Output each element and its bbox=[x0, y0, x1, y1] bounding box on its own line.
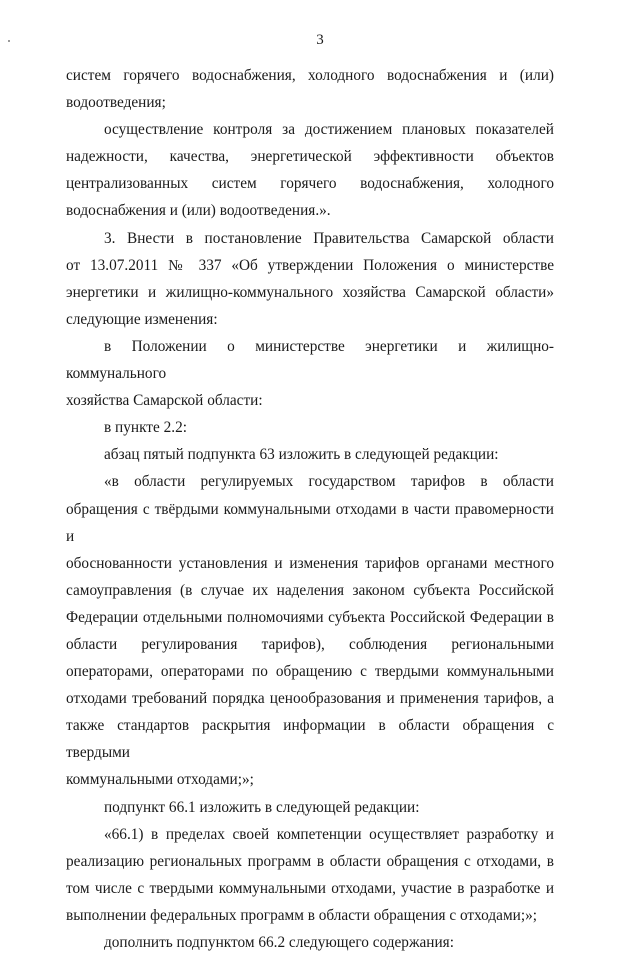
page-number: 3 bbox=[316, 32, 324, 48]
text-line: операторами, операторами по обращению с твердыми коммунальными bbox=[66, 663, 554, 681]
text-line: в пункте 2.2: bbox=[104, 419, 187, 437]
document-body bbox=[66, 62, 554, 956]
text-line: подпункт 66.1 изложить в следующей редакции: bbox=[104, 798, 420, 816]
text-line: обоснованности установления и изменения тарифов органами местного bbox=[66, 554, 554, 572]
text-line: том числе с твердыми коммунальными отходами, участие в разработке и bbox=[66, 879, 554, 897]
text-line: коммунальными отходами;»; bbox=[66, 771, 254, 789]
text-line: обращения с твёрдыми коммунальными отходами в части правомерности и bbox=[66, 500, 554, 545]
text-line: области регулирования тарифов), соблюдения региональными bbox=[66, 635, 554, 653]
text-line: от 13.07.2011 № 337 «Об утверждении Положения о министерстве bbox=[66, 256, 554, 274]
text-line: осуществление контроля за достижением плановых показателей bbox=[104, 121, 554, 139]
text-line: самоуправления (в случае их наделения законом субъекта Российской bbox=[66, 581, 554, 599]
text-line: в Положении о министерстве энергетики и жилищно-коммунального bbox=[66, 337, 554, 383]
text-line: Федерации отдельными полномочиями субъекта Российской Федерации в bbox=[66, 608, 554, 626]
text-line: «66.1) в пределах своей компетенции осуществляет разработку и bbox=[104, 825, 554, 843]
text-line: абзац пятый подпункта 63 изложить в следующей редакции: bbox=[104, 446, 499, 464]
text-line: централизованных систем горячего водоснабжения, холодного bbox=[66, 175, 554, 193]
text-line: водоснабжения и (или) водоотведения.». bbox=[66, 202, 331, 220]
text-line: водоотведения; bbox=[66, 94, 166, 112]
text-line: систем горячего водоснабжения, холодного водоснабжения и (или) bbox=[66, 67, 554, 84]
text-line: хозяйства Самарской области: bbox=[66, 392, 263, 410]
text-line: следующие изменения: bbox=[66, 310, 218, 328]
text-line: дополнить подпунктом 66.2 следующего содержания: bbox=[104, 934, 454, 951]
text-line: отходами требований порядка ценообразования и применения тарифов, а bbox=[66, 690, 554, 708]
text-line: реализацию региональных программ в области обращения с отходами, в bbox=[66, 852, 554, 870]
text-line: выполнении федеральных программ в области обращения с отходами;»; bbox=[66, 906, 537, 924]
text-line: надежности, качества, энергетической эффективности объектов bbox=[66, 148, 554, 166]
text-line: энергетики и жилищно-коммунального хозяйства Самарской области» bbox=[66, 283, 554, 301]
text-line: 3. Внести в постановление Правительства Самарской области bbox=[104, 229, 554, 247]
text-line: «в области регулируемых государством тарифов в области bbox=[104, 473, 554, 491]
text-line: также стандартов раскрытия информации в области обращения с твердыми bbox=[66, 717, 554, 762]
